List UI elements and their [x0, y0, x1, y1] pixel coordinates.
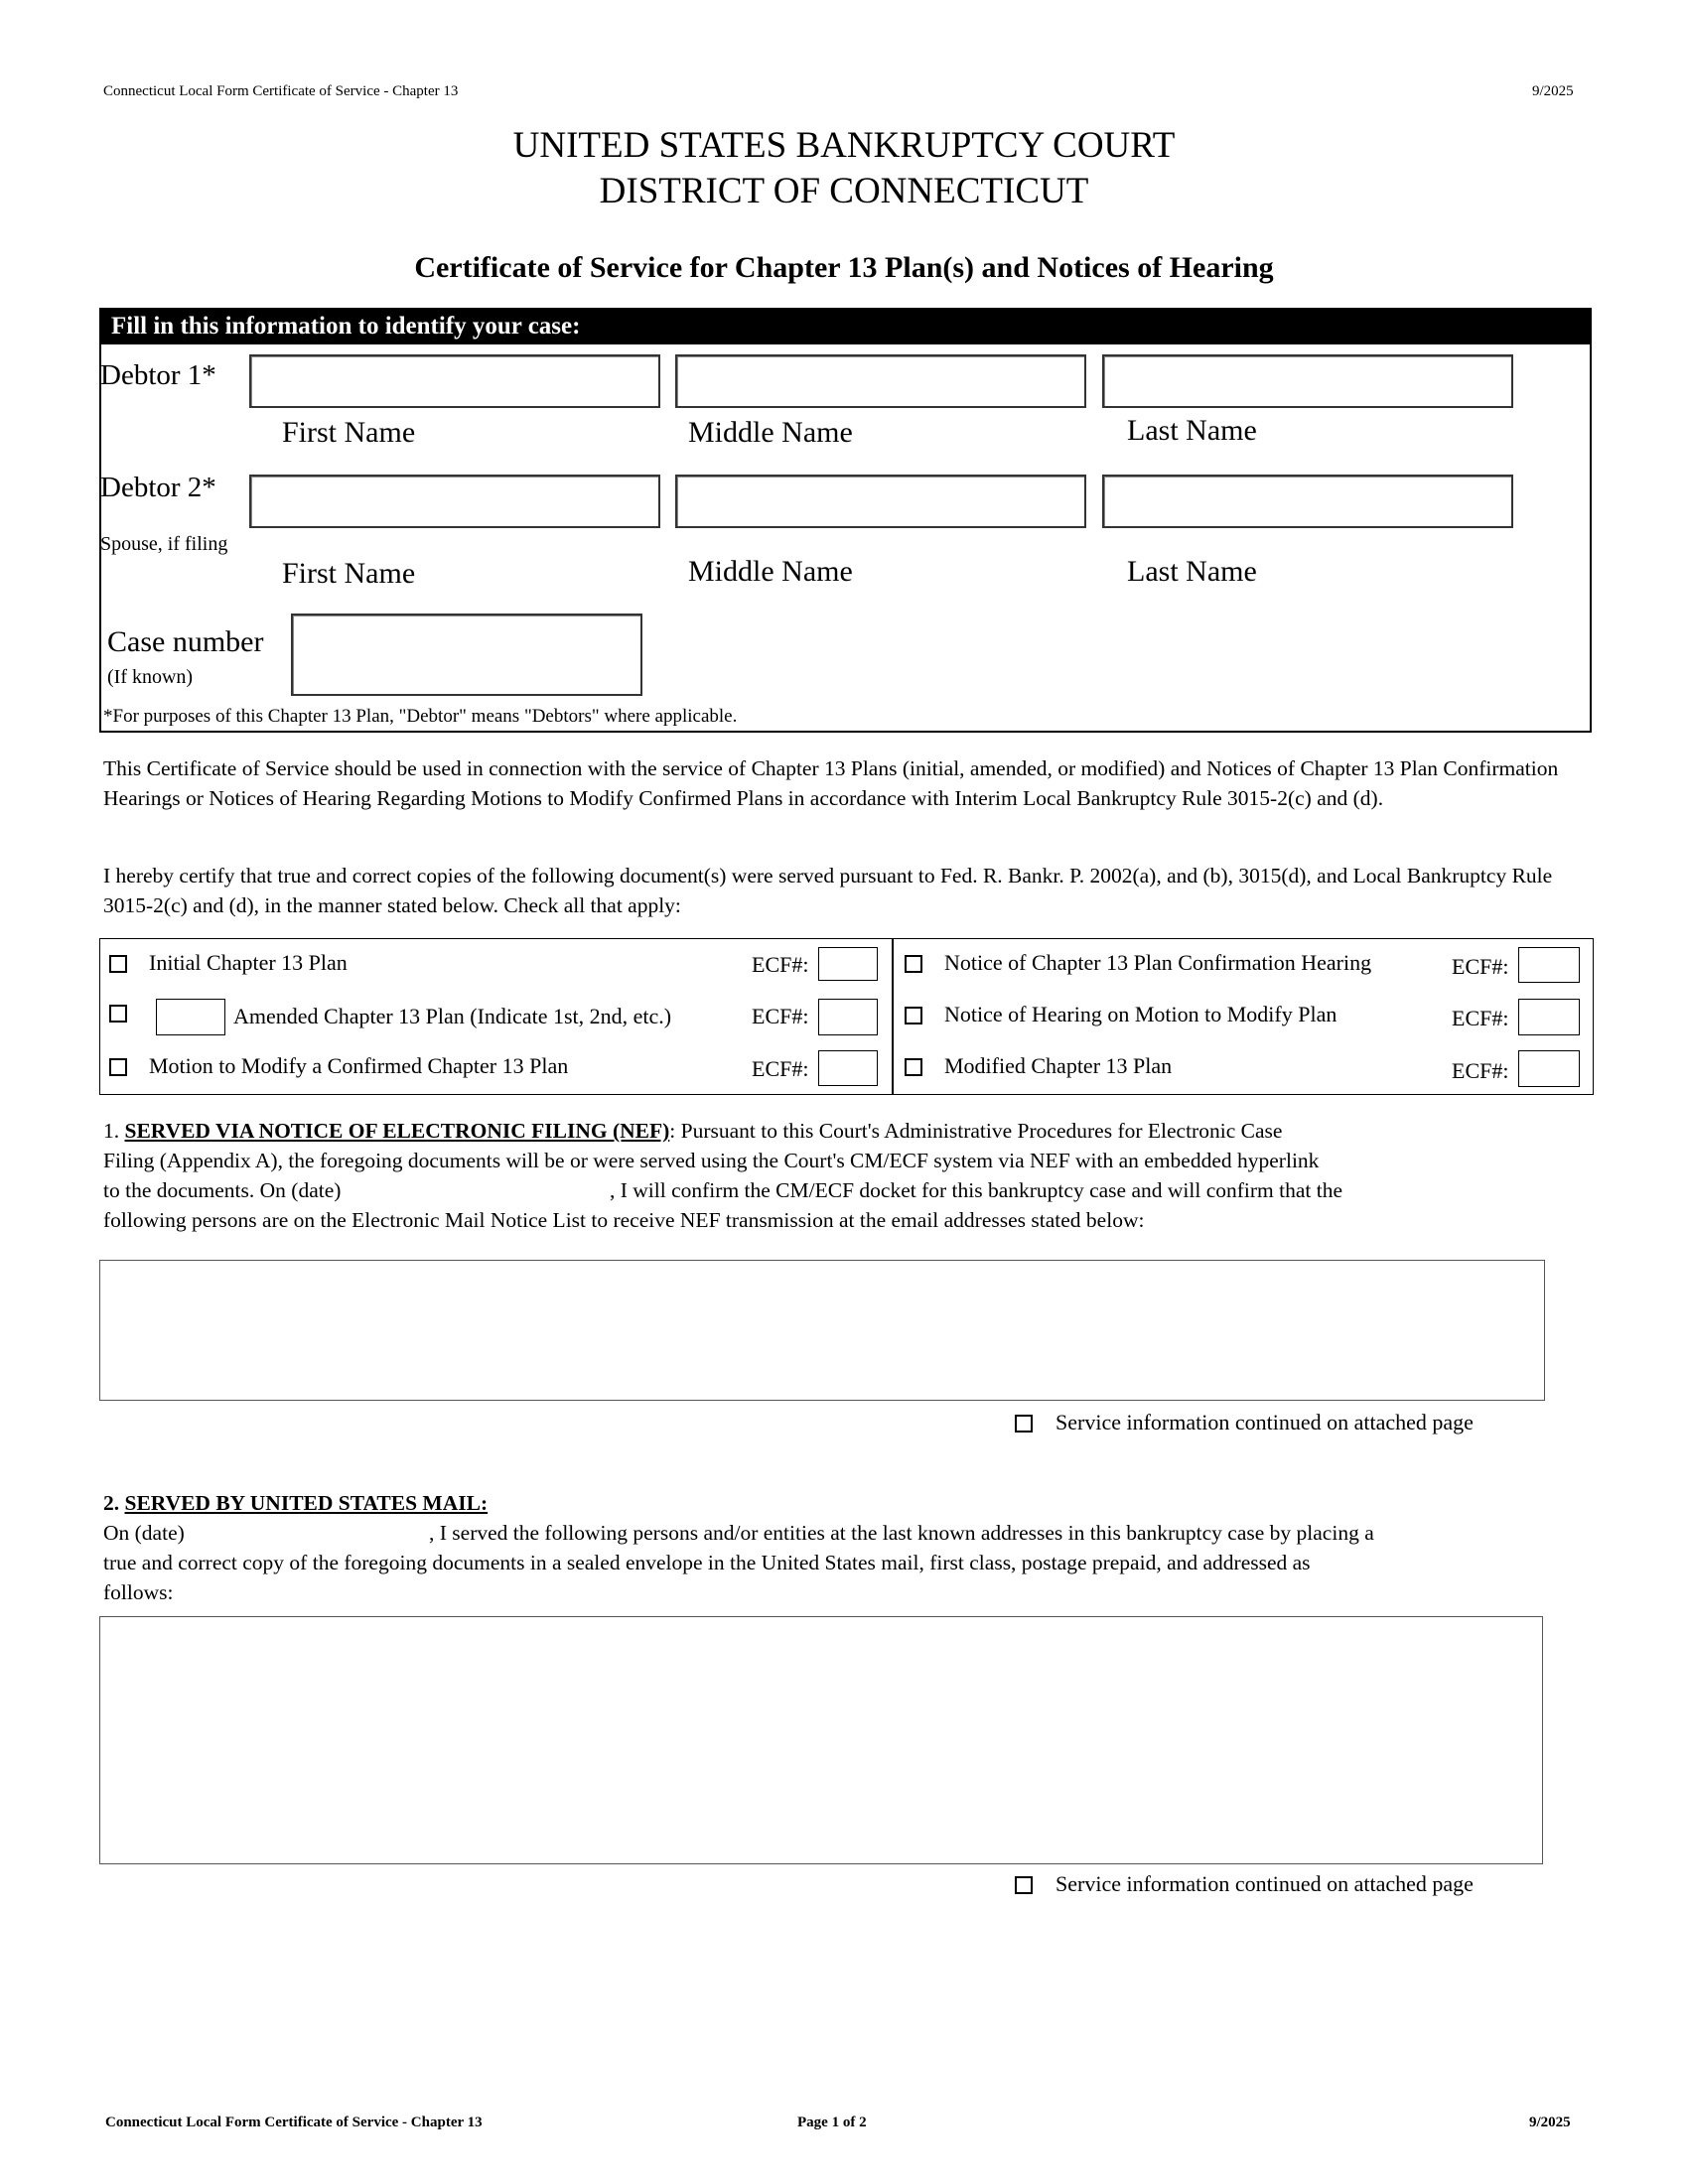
amended-plan-label: Amended Chapter 13 Plan (Indicate 1st, 2nd, etc.): [233, 1004, 672, 1028]
initial-plan-label: Initial Chapter 13 Plan: [149, 950, 348, 975]
confirmation-hearing-label: Notice of Chapter 13 Plan Confirmation Hearing: [944, 950, 1372, 975]
debtor1-middle-name-caption: Middle Name: [688, 416, 853, 449]
header-form-name: Connecticut Local Form Certificate of Service - Chapter 13: [103, 83, 459, 99]
section2-continued-label: Service information continued on attached page: [1055, 1871, 1474, 1896]
debtor2-first-name-caption: First Name: [282, 557, 416, 590]
section1-date-input[interactable]: [382, 1177, 611, 1205]
section2-date-input[interactable]: [206, 1520, 429, 1548]
hearing-modify-ecf-label: ECF#:: [1452, 1006, 1509, 1030]
debtor1-last-name-input[interactable]: [1102, 354, 1513, 408]
court-name-line2: DISTRICT OF CONNECTICUT: [599, 171, 1089, 211]
section1-line3a: to the documents. On (date): [103, 1178, 342, 1202]
header-date: 9/2025: [1532, 83, 1574, 99]
hearing-modify-checkbox[interactable]: [905, 1007, 922, 1024]
section1-line2: Filing (Appendix A), the foregoing documents will be or were served using the Court's CM/ECF system via NEF with an embedded hyperlink: [103, 1149, 1320, 1172]
section2-line2: true and correct copy of the foregoing documents in a sealed envelope in the United States mail, first class, postage prepaid, and addressed as: [103, 1551, 1311, 1574]
amended-plan-ecf-label: ECF#:: [752, 1004, 809, 1028]
documents-divider: [892, 939, 894, 1094]
case-number-if-known: (If known): [107, 666, 194, 688]
section1-continued-label: Service information continued on attached page: [1055, 1410, 1474, 1434]
section2-address-textarea[interactable]: [99, 1616, 1543, 1864]
debtor1-first-name-input[interactable]: [249, 354, 660, 408]
amended-plan-checkbox[interactable]: [109, 1005, 127, 1023]
section1-line1-text: : Pursuant to this Court's Administrative Procedures for Electronic Case: [669, 1119, 1283, 1143]
case-info-footnote: *For purposes of this Chapter 13 Plan, "Debtor" means "Debtors" where applicable.: [103, 706, 738, 727]
debtor2-middle-name-input[interactable]: [675, 475, 1086, 528]
initial-plan-ecf-input[interactable]: [818, 947, 878, 981]
confirmation-hearing-ecf-label: ECF#:: [1452, 954, 1509, 979]
section1-number: 1.: [103, 1119, 120, 1143]
footer-form-name: Connecticut Local Form Certificate of Service - Chapter 13: [105, 2115, 483, 2130]
motion-modify-checkbox[interactable]: [109, 1058, 127, 1076]
section2-line1a: On (date): [103, 1521, 185, 1545]
intro-paragraph: This Certificate of Service should be used in connection with the service of Chapter 13 Plans (initial, amended, or modified) and Notices of Chapter 13 Plan Confirmation Hearings or Notices of Hearing Regarding Motions to Modify Confirmed Plans in accordance with Interim Local Bankruptcy Rule 3015-2(c) and (d).: [103, 756, 1559, 810]
section2-continued-checkbox[interactable]: [1015, 1876, 1033, 1894]
section2-heading: SERVED BY UNITED STATES MAIL:: [124, 1491, 489, 1515]
motion-modify-ecf-label: ECF#:: [752, 1056, 809, 1081]
initial-plan-ecf-label: ECF#:: [752, 952, 809, 977]
section2-line3: follows:: [103, 1580, 174, 1604]
case-number-input[interactable]: [291, 614, 642, 696]
debtor2-first-name-input[interactable]: [249, 475, 660, 528]
debtor2-label: Debtor 2*: [100, 472, 216, 503]
footer-page-number: Page 1 of 2: [797, 2115, 867, 2130]
footer-date: 9/2025: [1529, 2115, 1571, 2130]
section2-title-line: [103, 1488, 488, 1518]
confirmation-hearing-ecf-input[interactable]: [1518, 947, 1580, 983]
initial-plan-checkbox[interactable]: [109, 955, 127, 973]
court-name-line1: UNITED STATES BANKRUPTCY COURT: [512, 125, 1176, 166]
hearing-modify-label: Notice of Hearing on Motion to Modify Plan: [944, 1002, 1337, 1026]
debtor1-label: Debtor 1*: [100, 359, 216, 391]
certify-paragraph: I hereby certify that true and correct copies of the following document(s) were served pursuant to Fed. R. Bankr. P. 2002(a), and (b), 3015(d), and Local Bankruptcy Rule 3015-2(c) and (d), in the manner stated below. Check all that apply:: [103, 864, 1553, 917]
section1-email-textarea[interactable]: [99, 1260, 1545, 1401]
hearing-modify-ecf-input[interactable]: [1518, 999, 1580, 1035]
spouse-note: Spouse, if filing: [100, 533, 228, 555]
debtor1-last-name-caption: Last Name: [1127, 414, 1257, 447]
section1-line3b: , I will confirm the CM/ECF docket for this bankruptcy case and will confirm that the: [610, 1178, 1343, 1202]
debtor1-first-name-caption: First Name: [282, 416, 416, 449]
case-info-banner-text: Fill in this information to identify your case:: [111, 313, 581, 340]
confirmation-hearing-checkbox[interactable]: [905, 955, 922, 973]
amended-plan-ecf-input[interactable]: [818, 999, 878, 1035]
modified-plan-ecf-input[interactable]: [1518, 1050, 1580, 1087]
motion-modify-ecf-input[interactable]: [818, 1050, 878, 1086]
modified-plan-ecf-label: ECF#:: [1452, 1058, 1509, 1083]
section1-line4: following persons are on the Electronic Mail Notice List to receive NEF transmission at the email addresses stated below:: [103, 1208, 1145, 1232]
motion-modify-label: Motion to Modify a Confirmed Chapter 13 Plan: [149, 1053, 569, 1078]
modified-plan-label: Modified Chapter 13 Plan: [944, 1053, 1173, 1078]
debtor2-last-name-input[interactable]: [1102, 475, 1513, 528]
section1-heading: SERVED VIA NOTICE OF ELECTRONIC FILING (NEF): [124, 1119, 670, 1143]
section2-number: 2.: [103, 1491, 120, 1515]
modified-plan-checkbox[interactable]: [905, 1058, 922, 1076]
section1-continued-checkbox[interactable]: [1015, 1415, 1033, 1433]
section1-line1: [103, 1116, 1282, 1146]
page-title: Certificate of Service for Chapter 13 Plan(s) and Notices of Hearing: [414, 251, 1274, 284]
debtor1-middle-name-input[interactable]: [675, 354, 1086, 408]
amended-plan-ordinal-input[interactable]: [156, 999, 225, 1035]
debtor2-middle-name-caption: Middle Name: [688, 555, 853, 588]
case-number-label: Case number: [107, 625, 264, 658]
section2-line1b: , I served the following persons and/or entities at the last known addresses in this bankruptcy case by placing a: [429, 1521, 1374, 1545]
case-info-banner: [101, 310, 1590, 344]
debtor2-last-name-caption: Last Name: [1127, 555, 1257, 588]
